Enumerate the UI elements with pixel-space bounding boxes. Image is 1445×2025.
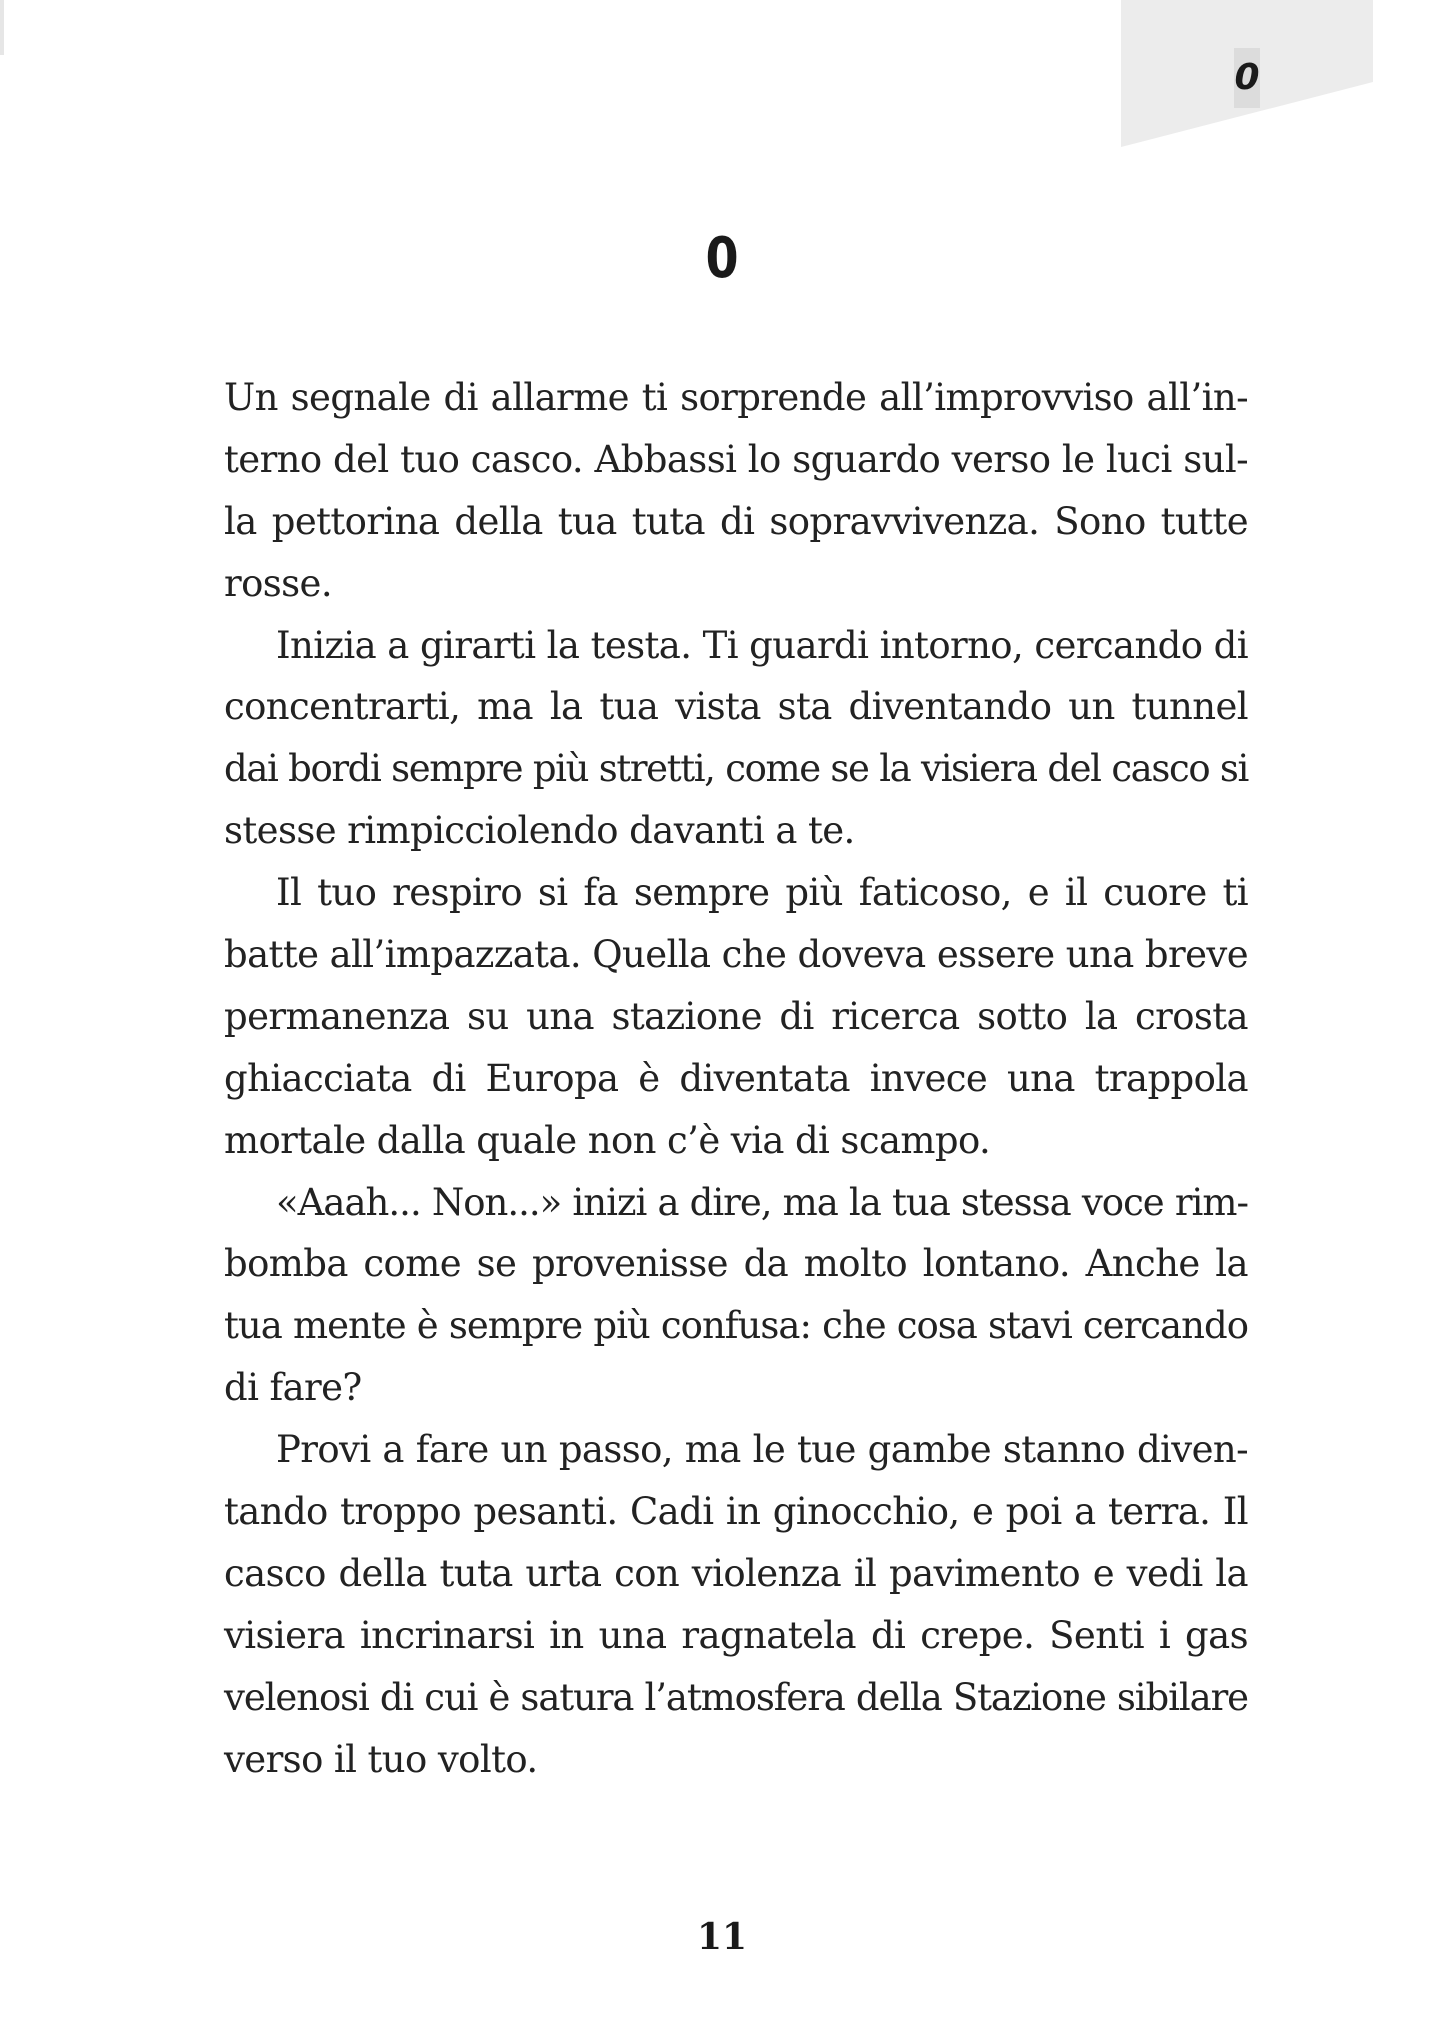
text-line: «Aaah... Non...» inizi a dire, ma la tua stessa voce rim- bbox=[276, 1180, 1248, 1224]
text-line: Un segnale di allarme ti sorprende all’improvviso all’in- bbox=[224, 376, 1248, 419]
body-text bbox=[224, 367, 1248, 1790]
text-line: di fare? bbox=[224, 1366, 362, 1410]
text-line: Il tuo respiro si fa sempre più faticoso, e il cuore ti bbox=[276, 871, 1248, 915]
paragraph bbox=[224, 367, 1248, 615]
paragraph bbox=[224, 615, 1248, 863]
text-line: terno del tuo casco. Abbassi lo sguardo verso le luci sul- bbox=[224, 437, 1248, 481]
text-line: Inizia a girarti la testa. Ti guardi intorno, cercando di bbox=[276, 623, 1248, 667]
text-line: ghiacciata di Europa è diventata invece una trappola bbox=[224, 1056, 1248, 1100]
text-line: batte all’impazzata. Quella che doveva essere una breve bbox=[224, 933, 1248, 977]
text-line: visiera incrinarsi in una ragnatela di crepe. Senti i gas bbox=[224, 1613, 1248, 1657]
text-line: stesse rimpicciolendo davanti a te. bbox=[224, 809, 855, 853]
paragraph bbox=[224, 862, 1248, 1171]
text-line: permanenza su una stazione di ricerca sotto la crosta bbox=[224, 994, 1248, 1038]
paragraph bbox=[224, 1419, 1248, 1790]
page-number: 11 bbox=[696, 1916, 748, 1958]
text-line: tua mente è sempre più confusa: che cosa stavi cercando bbox=[224, 1304, 1248, 1348]
paragraph bbox=[224, 1172, 1248, 1420]
text-line: rosse. bbox=[224, 561, 332, 605]
text-line: bomba come se provenisse da molto lontano. Anche la bbox=[224, 1242, 1248, 1286]
text-line: concentrarti, ma la tua vista sta diventando un tunnel bbox=[224, 685, 1248, 729]
text-line: mortale dalla quale non c’è via di scampo. bbox=[224, 1118, 991, 1162]
text-line: casco della tuta urta con violenza il pavimento e vedi la bbox=[224, 1551, 1248, 1595]
text-line: la pettorina della tua tuta di sopravvivenza. Sono tutte bbox=[224, 499, 1248, 543]
text-line: dai bordi sempre più stretti, come se la visiera del casco si bbox=[224, 747, 1248, 791]
text-line: Provi a fare un passo, ma le tue gambe stanno diven- bbox=[276, 1428, 1248, 1472]
text-line: velenosi di cui è satura l’atmosfera della Stazione sibilare bbox=[224, 1675, 1248, 1719]
chapter-tab-number: 0 bbox=[1234, 57, 1260, 98]
text-line: verso il tuo volto. bbox=[224, 1737, 538, 1781]
page-edge-strip bbox=[0, 0, 4, 55]
chapter-title: 0 bbox=[705, 226, 739, 291]
text-line: tando troppo pesanti. Cadi in ginocchio, e poi a terra. Il bbox=[224, 1490, 1248, 1534]
